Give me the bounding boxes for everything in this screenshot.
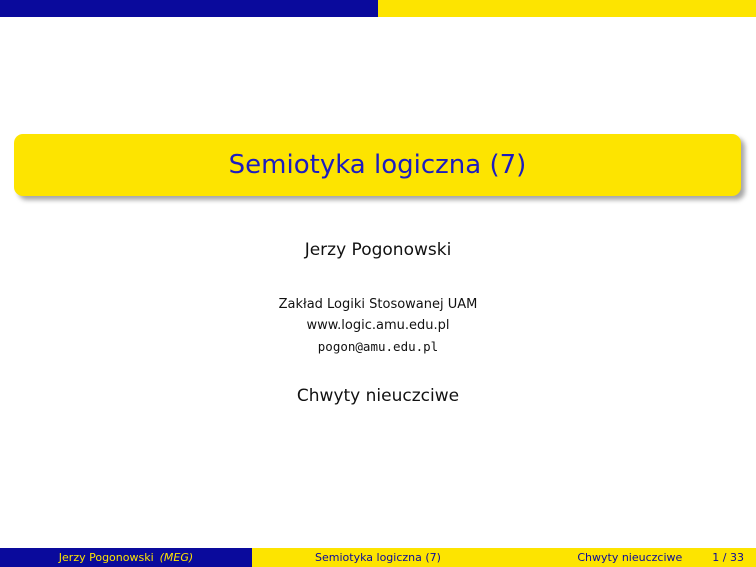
header-bar [0,0,756,17]
author-email-link[interactable]: pogon@amu.edu.pl [317,339,439,354]
footer-affiliation: (MEG) [159,551,194,564]
header-bar-right [378,0,756,17]
header-bar-left [0,0,378,17]
footer-title: Semiotyka logiczna (7) [315,551,441,564]
footer-author: Jerzy Pogonowski [58,551,154,564]
footer-title-section[interactable] [252,548,504,567]
slide-subtitle: Chwyty nieuczciwe [296,386,460,406]
institute-name: Zakład Logiki Stosowanej UAM [278,297,478,312]
title-block [14,134,741,196]
slide-title: Semiotyka logiczna (7) [228,150,527,180]
institute-website-link[interactable]: www.logic.amu.edu.pl [306,318,450,333]
footer-author-section[interactable] [0,548,252,567]
footer-subtitle-section[interactable] [504,548,756,567]
footer-bar [0,548,756,567]
footer-subtitle: Chwyty nieuczciwe [577,551,683,564]
author-name: Jerzy Pogonowski [304,240,452,260]
page-number: 1 / 33 [712,551,744,564]
institute-block [0,294,756,357]
